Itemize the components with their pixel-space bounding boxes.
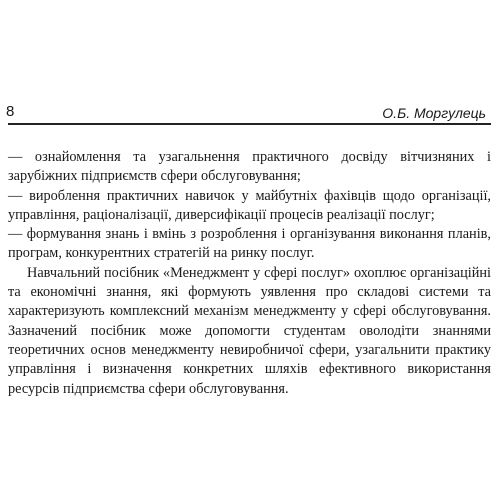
running-head-author: О.Б. Моргулець [382, 105, 486, 121]
header-rule [8, 123, 491, 125]
page-header [5, 103, 488, 121]
paragraph-list-item-2: — вироблення практичних навичок у майбутніх фахівців щодо організації, управління, раціоналізації, диверсифікації процесів реалізації послуг; [8, 187, 491, 223]
body-text [8, 148, 491, 399]
paragraph-list-item-3: — формування знань і вмінь з розроблення і організування виконання планів, програм, конкурентних стратегій на ринку послуг. [8, 226, 491, 262]
paragraph-textbook-description: Навчальний посібник «Менеджмент у сфері послуг» охоплює організаційні та економічні знання, які формують уявлення про складові системи та характеризують комплексний механізм менеджменту у сфері обслуговування. Зазначений посібник може допомогти студентам оволодіти знаннями теоретичних основ менеджменту невиробничої сфери, узагальнити практику управління і визначення конкретних шляхів ефективного використання ресурсів підприємства сфери обслуговування. [8, 264, 491, 397]
paragraph-list-item-1: — ознайомлення та узагальнення практичного досвіду вітчизняних і зарубіжних підприємств сфери обслуговування; [8, 149, 491, 185]
page-number: 8 [6, 103, 15, 120]
